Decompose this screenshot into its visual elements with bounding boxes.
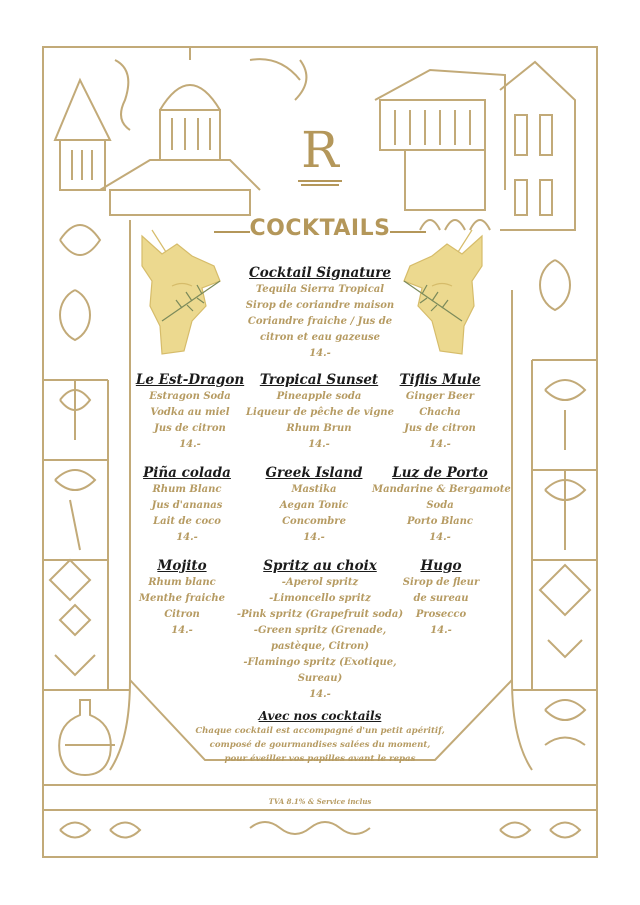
- ingredient: Rhum blanc: [148, 577, 216, 588]
- ingredient: Rhum Brun: [286, 423, 352, 434]
- cocktail-title: Luz de Porto: [392, 465, 488, 481]
- cocktail-title: Greek Island: [265, 465, 363, 481]
- signature-line: Tequila Sierra Tropical: [255, 284, 385, 295]
- cocktail-tropical-sunset: [246, 371, 392, 453]
- cocktail-hugo: [386, 557, 496, 639]
- note-line: composé de gourmandises salées du moment,: [209, 740, 431, 750]
- ingredient: Mandarine & Bergamote: [372, 484, 511, 495]
- price: 14.-: [309, 689, 331, 700]
- price: 14.-: [171, 625, 193, 636]
- ingredient: Porto Blanc: [406, 516, 474, 527]
- price: 14.-: [430, 625, 452, 636]
- ingredient: de sureau: [413, 593, 469, 604]
- cocktail-title: Spritz au choix: [263, 558, 377, 574]
- cocktail-note: [180, 708, 460, 766]
- note-line: Chaque cocktail est accompagné d'un petit apéritif,: [195, 726, 445, 736]
- ingredient: Ginger Beer: [405, 391, 475, 402]
- price: 14.-: [429, 439, 451, 450]
- menu-heading: COCKTAILS: [249, 216, 391, 241]
- ingredient: Liqueur de pêche de vigne: [246, 407, 394, 418]
- ingredient: Aegan Tonic: [279, 500, 349, 511]
- price: 14.-: [308, 439, 330, 450]
- cocktail-greek-island: [246, 464, 382, 546]
- signature-line: Sirop de coriandre maison: [245, 300, 395, 311]
- dragon-icon: [132, 226, 224, 356]
- ingredient: Vodka au miel: [150, 407, 230, 418]
- ingredient: Prosecco: [415, 609, 467, 620]
- ingredient: Jus de citron: [404, 423, 476, 434]
- ingredient: -Flamingo spritz (Exotique,: [243, 657, 397, 668]
- price: 14.-: [429, 532, 451, 543]
- ingredient: Pineapple soda: [276, 391, 362, 402]
- cocktail-tiflis-mule: [380, 371, 500, 453]
- signature-line: citron et eau gazeuse: [259, 332, 381, 343]
- tax-footer: TVA 8.1% & Service inclus: [268, 797, 372, 806]
- ingredient: -Pink spritz (Grapefruit soda): [236, 609, 404, 620]
- ingredient: Concombre: [282, 516, 346, 527]
- ingredient: Mastika: [291, 484, 337, 495]
- ingredient: -Green spritz (Grenade,: [253, 625, 387, 636]
- ingredient: -Aperol spritz: [281, 577, 359, 588]
- ingredient: Rhum Blanc: [152, 484, 222, 495]
- ingredient: Jus de citron: [154, 423, 226, 434]
- cocktail-title: Le Est-Dragon: [135, 372, 245, 388]
- ingredient: Lait de coco: [153, 516, 221, 527]
- cocktail-le-est-dragon: [125, 371, 255, 453]
- note-line: pour éveiller vos papilles avant le repas: [224, 754, 416, 764]
- ingredient: Sureau): [297, 673, 343, 684]
- logo-underline: [298, 178, 342, 190]
- cocktail-luz-de-porto: [372, 464, 511, 546]
- cocktail-mojito: [120, 557, 244, 639]
- cocktail-title: Mojito: [157, 558, 207, 574]
- price: 14.-: [179, 439, 201, 450]
- ingredient: Jus d'ananas: [151, 500, 223, 511]
- signature-line: Coriandre fraiche / Jus de: [247, 316, 393, 327]
- ingredient: Sirop de fleur: [402, 577, 480, 588]
- ingredient: pastèque, Citron): [271, 641, 369, 652]
- price: 14.-: [176, 532, 198, 543]
- ingredient: Menthe fraiche: [138, 593, 225, 604]
- price: 14.-: [303, 532, 325, 543]
- signature-cocktail: [220, 264, 420, 362]
- ingredient: -Limoncello spritz: [269, 593, 371, 604]
- cocktail-title: Piña colada: [143, 465, 231, 481]
- ingredient: Citron: [164, 609, 200, 620]
- signature-price: 14.-: [309, 348, 331, 359]
- ingredient: Soda: [426, 500, 454, 511]
- ingredient: Estragon Soda: [149, 391, 231, 402]
- cocktail-title: Tropical Sunset: [259, 372, 379, 388]
- cocktail-title: Tiflis Mule: [399, 372, 481, 388]
- brand-logo: R: [301, 121, 339, 179]
- cocktail-pina-colada: [125, 464, 249, 546]
- ingredient: Chacha: [419, 407, 461, 418]
- signature-title: Cocktail Signature: [249, 265, 391, 281]
- cocktail-spritz-au-choix: [232, 557, 408, 703]
- cocktail-title: Hugo: [420, 558, 462, 574]
- note-title: Avec nos cocktails: [258, 709, 382, 723]
